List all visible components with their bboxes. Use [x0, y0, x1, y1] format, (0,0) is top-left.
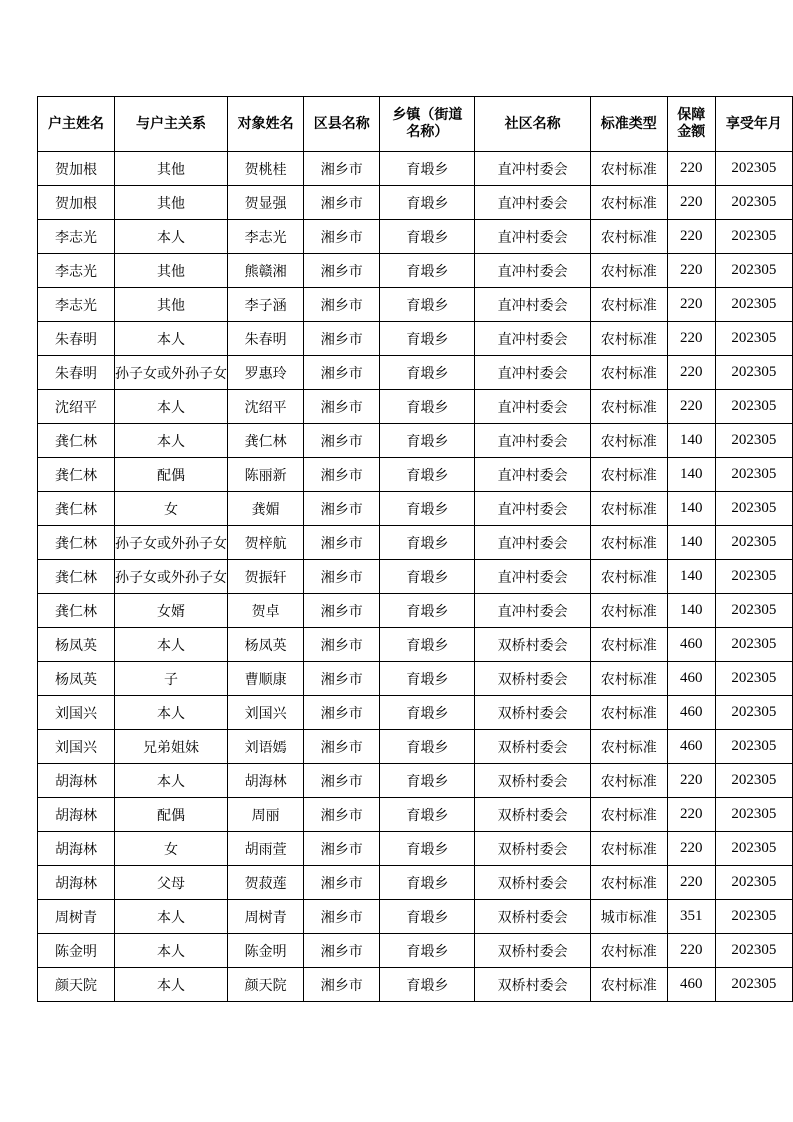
- cell-month: 202305: [715, 764, 792, 798]
- cell-household-head: 陈金明: [38, 934, 115, 968]
- cell-household-head: 龚仁林: [38, 458, 115, 492]
- cell-relationship: 女: [115, 492, 228, 526]
- header-month: 享受年月: [715, 97, 792, 152]
- table-row: [38, 968, 793, 1002]
- cell-county: 湘乡市: [304, 798, 380, 832]
- cell-month: 202305: [715, 934, 792, 968]
- table-row: [38, 934, 793, 968]
- table-row: [38, 186, 793, 220]
- cell-standard-type: 农村标准: [590, 186, 667, 220]
- cell-township: 育塅乡: [380, 186, 475, 220]
- cell-amount: 140: [667, 560, 715, 594]
- cell-community: 双桥村委会: [475, 900, 590, 934]
- cell-month: 202305: [715, 526, 792, 560]
- cell-amount: 460: [667, 730, 715, 764]
- cell-recipient-name: 罗惠玲: [228, 356, 304, 390]
- cell-household-head: 龚仁林: [38, 492, 115, 526]
- cell-county: 湘乡市: [304, 186, 380, 220]
- cell-recipient-name: 杨凤英: [228, 628, 304, 662]
- cell-township: 育塅乡: [380, 322, 475, 356]
- cell-standard-type: 农村标准: [590, 424, 667, 458]
- cell-month: 202305: [715, 900, 792, 934]
- cell-recipient-name: 贺桃桂: [228, 152, 304, 186]
- cell-township: 育塅乡: [380, 560, 475, 594]
- header-township: 乡镇（街道名称）: [380, 97, 475, 152]
- cell-household-head: 朱春明: [38, 356, 115, 390]
- cell-amount: 460: [667, 662, 715, 696]
- header-community: 社区名称: [475, 97, 590, 152]
- cell-standard-type: 农村标准: [590, 832, 667, 866]
- cell-relationship: 其他: [115, 152, 228, 186]
- table-row: [38, 560, 793, 594]
- cell-amount: 460: [667, 628, 715, 662]
- cell-month: 202305: [715, 968, 792, 1002]
- cell-recipient-name: 沈绍平: [228, 390, 304, 424]
- cell-community: 双桥村委会: [475, 934, 590, 968]
- cell-relationship: 兄弟姐妹: [115, 730, 228, 764]
- cell-relationship: 本人: [115, 220, 228, 254]
- cell-household-head: 杨凤英: [38, 662, 115, 696]
- cell-township: 育塅乡: [380, 254, 475, 288]
- cell-month: 202305: [715, 186, 792, 220]
- cell-standard-type: 农村标准: [590, 152, 667, 186]
- cell-household-head: 胡海林: [38, 866, 115, 900]
- cell-relationship: 父母: [115, 866, 228, 900]
- cell-month: 202305: [715, 560, 792, 594]
- cell-amount: 140: [667, 594, 715, 628]
- header-household-head: 户主姓名: [38, 97, 115, 152]
- cell-recipient-name: 颜天院: [228, 968, 304, 1002]
- cell-month: 202305: [715, 220, 792, 254]
- cell-household-head: 刘国兴: [38, 730, 115, 764]
- cell-standard-type: 农村标准: [590, 662, 667, 696]
- cell-community: 直冲村委会: [475, 424, 590, 458]
- cell-county: 湘乡市: [304, 934, 380, 968]
- cell-relationship: 女婿: [115, 594, 228, 628]
- cell-relationship: 本人: [115, 424, 228, 458]
- cell-county: 湘乡市: [304, 458, 380, 492]
- cell-standard-type: 农村标准: [590, 798, 667, 832]
- table-row: [38, 492, 793, 526]
- cell-amount: 220: [667, 322, 715, 356]
- cell-relationship: 孙子女或外孙子女: [115, 526, 228, 560]
- cell-recipient-name: 周丽: [228, 798, 304, 832]
- cell-standard-type: 农村标准: [590, 390, 667, 424]
- table-row: [38, 526, 793, 560]
- cell-household-head: 李志光: [38, 288, 115, 322]
- cell-recipient-name: 朱春明: [228, 322, 304, 356]
- table-row: [38, 628, 793, 662]
- cell-household-head: 龚仁林: [38, 526, 115, 560]
- cell-recipient-name: 刘语嫣: [228, 730, 304, 764]
- cell-township: 育塅乡: [380, 730, 475, 764]
- cell-recipient-name: 陈丽新: [228, 458, 304, 492]
- cell-community: 直冲村委会: [475, 594, 590, 628]
- cell-relationship: 子: [115, 662, 228, 696]
- cell-community: 双桥村委会: [475, 730, 590, 764]
- cell-county: 湘乡市: [304, 254, 380, 288]
- cell-standard-type: 农村标准: [590, 458, 667, 492]
- cell-community: 直冲村委会: [475, 492, 590, 526]
- cell-township: 育塅乡: [380, 152, 475, 186]
- cell-county: 湘乡市: [304, 968, 380, 1002]
- cell-standard-type: 城市标准: [590, 900, 667, 934]
- table-row: [38, 798, 793, 832]
- cell-relationship: 孙子女或外孙子女: [115, 356, 228, 390]
- cell-township: 育塅乡: [380, 696, 475, 730]
- cell-county: 湘乡市: [304, 526, 380, 560]
- cell-recipient-name: 李子涵: [228, 288, 304, 322]
- table-row: [38, 764, 793, 798]
- cell-relationship: 本人: [115, 968, 228, 1002]
- cell-household-head: 李志光: [38, 220, 115, 254]
- cell-recipient-name: 周树青: [228, 900, 304, 934]
- cell-township: 育塅乡: [380, 458, 475, 492]
- table-row: [38, 254, 793, 288]
- cell-amount: 220: [667, 220, 715, 254]
- cell-month: 202305: [715, 594, 792, 628]
- cell-township: 育塅乡: [380, 390, 475, 424]
- cell-standard-type: 农村标准: [590, 492, 667, 526]
- cell-month: 202305: [715, 696, 792, 730]
- cell-recipient-name: 胡雨萱: [228, 832, 304, 866]
- cell-household-head: 龚仁林: [38, 424, 115, 458]
- cell-recipient-name: 胡海林: [228, 764, 304, 798]
- cell-amount: 460: [667, 696, 715, 730]
- cell-relationship: 配偶: [115, 458, 228, 492]
- header-recipient-name: 对象姓名: [228, 97, 304, 152]
- cell-township: 育塅乡: [380, 900, 475, 934]
- cell-community: 直冲村委会: [475, 560, 590, 594]
- cell-community: 直冲村委会: [475, 152, 590, 186]
- table-row: [38, 322, 793, 356]
- cell-relationship: 孙子女或外孙子女: [115, 560, 228, 594]
- cell-household-head: 颜天院: [38, 968, 115, 1002]
- cell-recipient-name: 龚媚: [228, 492, 304, 526]
- cell-county: 湘乡市: [304, 594, 380, 628]
- cell-recipient-name: 熊赣湘: [228, 254, 304, 288]
- cell-township: 育塅乡: [380, 356, 475, 390]
- cell-county: 湘乡市: [304, 900, 380, 934]
- cell-recipient-name: 贺菽莲: [228, 866, 304, 900]
- cell-county: 湘乡市: [304, 866, 380, 900]
- table-row: [38, 900, 793, 934]
- cell-community: 直冲村委会: [475, 322, 590, 356]
- cell-community: 直冲村委会: [475, 390, 590, 424]
- cell-standard-type: 农村标准: [590, 560, 667, 594]
- cell-standard-type: 农村标准: [590, 696, 667, 730]
- cell-county: 湘乡市: [304, 152, 380, 186]
- cell-county: 湘乡市: [304, 832, 380, 866]
- cell-month: 202305: [715, 424, 792, 458]
- table-row: [38, 832, 793, 866]
- cell-household-head: 胡海林: [38, 798, 115, 832]
- cell-amount: 220: [667, 186, 715, 220]
- cell-county: 湘乡市: [304, 220, 380, 254]
- cell-relationship: 本人: [115, 628, 228, 662]
- assistance-table: [37, 96, 793, 1002]
- header-county: 区县名称: [304, 97, 380, 152]
- table-row: [38, 662, 793, 696]
- cell-county: 湘乡市: [304, 390, 380, 424]
- cell-household-head: 贺加根: [38, 186, 115, 220]
- cell-county: 湘乡市: [304, 356, 380, 390]
- cell-amount: 140: [667, 424, 715, 458]
- cell-month: 202305: [715, 866, 792, 900]
- cell-county: 湘乡市: [304, 492, 380, 526]
- cell-recipient-name: 贺梓航: [228, 526, 304, 560]
- cell-community: 双桥村委会: [475, 798, 590, 832]
- cell-community: 直冲村委会: [475, 254, 590, 288]
- cell-amount: 460: [667, 968, 715, 1002]
- cell-month: 202305: [715, 662, 792, 696]
- cell-township: 育塅乡: [380, 832, 475, 866]
- cell-amount: 220: [667, 288, 715, 322]
- cell-standard-type: 农村标准: [590, 288, 667, 322]
- cell-month: 202305: [715, 730, 792, 764]
- cell-community: 双桥村委会: [475, 628, 590, 662]
- cell-township: 育塅乡: [380, 424, 475, 458]
- header-amount: 保障金额: [667, 97, 715, 152]
- cell-community: 双桥村委会: [475, 832, 590, 866]
- cell-standard-type: 农村标准: [590, 220, 667, 254]
- cell-county: 湘乡市: [304, 322, 380, 356]
- cell-household-head: 刘国兴: [38, 696, 115, 730]
- cell-amount: 220: [667, 254, 715, 288]
- cell-month: 202305: [715, 254, 792, 288]
- cell-standard-type: 农村标准: [590, 968, 667, 1002]
- cell-relationship: 其他: [115, 288, 228, 322]
- cell-household-head: 沈绍平: [38, 390, 115, 424]
- cell-recipient-name: 曹顺康: [228, 662, 304, 696]
- cell-month: 202305: [715, 492, 792, 526]
- cell-standard-type: 农村标准: [590, 254, 667, 288]
- cell-month: 202305: [715, 798, 792, 832]
- header-standard-type: 标准类型: [590, 97, 667, 152]
- cell-standard-type: 农村标准: [590, 322, 667, 356]
- cell-standard-type: 农村标准: [590, 730, 667, 764]
- cell-amount: 220: [667, 152, 715, 186]
- table-row: [38, 356, 793, 390]
- cell-recipient-name: 贺振轩: [228, 560, 304, 594]
- cell-month: 202305: [715, 322, 792, 356]
- cell-standard-type: 农村标准: [590, 526, 667, 560]
- cell-amount: 140: [667, 492, 715, 526]
- cell-standard-type: 农村标准: [590, 594, 667, 628]
- cell-county: 湘乡市: [304, 730, 380, 764]
- cell-household-head: 周树青: [38, 900, 115, 934]
- table-row: [38, 152, 793, 186]
- table-row: [38, 288, 793, 322]
- cell-recipient-name: 贺卓: [228, 594, 304, 628]
- cell-relationship: 配偶: [115, 798, 228, 832]
- cell-standard-type: 农村标准: [590, 866, 667, 900]
- cell-amount: 220: [667, 764, 715, 798]
- cell-township: 育塅乡: [380, 492, 475, 526]
- cell-amount: 220: [667, 356, 715, 390]
- cell-community: 直冲村委会: [475, 526, 590, 560]
- cell-amount: 351: [667, 900, 715, 934]
- header-relationship: 与户主关系: [115, 97, 228, 152]
- cell-month: 202305: [715, 288, 792, 322]
- cell-recipient-name: 陈金明: [228, 934, 304, 968]
- cell-relationship: 本人: [115, 322, 228, 356]
- cell-standard-type: 农村标准: [590, 628, 667, 662]
- cell-township: 育塅乡: [380, 934, 475, 968]
- cell-household-head: 贺加根: [38, 152, 115, 186]
- cell-relationship: 其他: [115, 186, 228, 220]
- cell-household-head: 李志光: [38, 254, 115, 288]
- cell-township: 育塅乡: [380, 798, 475, 832]
- cell-standard-type: 农村标准: [590, 764, 667, 798]
- cell-household-head: 龚仁林: [38, 560, 115, 594]
- cell-relationship: 本人: [115, 696, 228, 730]
- cell-community: 双桥村委会: [475, 866, 590, 900]
- cell-relationship: 本人: [115, 764, 228, 798]
- table-row: [38, 424, 793, 458]
- cell-month: 202305: [715, 458, 792, 492]
- cell-township: 育塅乡: [380, 866, 475, 900]
- cell-amount: 220: [667, 390, 715, 424]
- cell-county: 湘乡市: [304, 560, 380, 594]
- table-row: [38, 730, 793, 764]
- cell-recipient-name: 李志光: [228, 220, 304, 254]
- cell-county: 湘乡市: [304, 424, 380, 458]
- cell-township: 育塅乡: [380, 526, 475, 560]
- cell-county: 湘乡市: [304, 764, 380, 798]
- cell-county: 湘乡市: [304, 288, 380, 322]
- cell-amount: 220: [667, 934, 715, 968]
- cell-amount: 220: [667, 798, 715, 832]
- cell-relationship: 本人: [115, 900, 228, 934]
- table-row: [38, 696, 793, 730]
- cell-amount: 220: [667, 866, 715, 900]
- table-row: [38, 458, 793, 492]
- cell-recipient-name: 刘国兴: [228, 696, 304, 730]
- cell-community: 直冲村委会: [475, 458, 590, 492]
- cell-community: 双桥村委会: [475, 696, 590, 730]
- cell-relationship: 本人: [115, 934, 228, 968]
- cell-household-head: 龚仁林: [38, 594, 115, 628]
- cell-township: 育塅乡: [380, 628, 475, 662]
- table-row: [38, 390, 793, 424]
- cell-household-head: 杨凤英: [38, 628, 115, 662]
- cell-household-head: 朱春明: [38, 322, 115, 356]
- cell-township: 育塅乡: [380, 220, 475, 254]
- cell-township: 育塅乡: [380, 288, 475, 322]
- cell-township: 育塅乡: [380, 764, 475, 798]
- cell-community: 直冲村委会: [475, 356, 590, 390]
- cell-amount: 220: [667, 832, 715, 866]
- cell-month: 202305: [715, 832, 792, 866]
- cell-relationship: 本人: [115, 390, 228, 424]
- cell-household-head: 胡海林: [38, 832, 115, 866]
- cell-relationship: 女: [115, 832, 228, 866]
- cell-recipient-name: 龚仁林: [228, 424, 304, 458]
- cell-household-head: 胡海林: [38, 764, 115, 798]
- cell-community: 直冲村委会: [475, 288, 590, 322]
- cell-month: 202305: [715, 356, 792, 390]
- table-row: [38, 220, 793, 254]
- cell-township: 育塅乡: [380, 662, 475, 696]
- header-row: [38, 97, 793, 152]
- table-row: [38, 866, 793, 900]
- cell-community: 双桥村委会: [475, 662, 590, 696]
- cell-recipient-name: 贺显强: [228, 186, 304, 220]
- cell-month: 202305: [715, 628, 792, 662]
- cell-standard-type: 农村标准: [590, 934, 667, 968]
- cell-community: 双桥村委会: [475, 968, 590, 1002]
- cell-amount: 140: [667, 526, 715, 560]
- cell-community: 双桥村委会: [475, 764, 590, 798]
- cell-standard-type: 农村标准: [590, 356, 667, 390]
- cell-county: 湘乡市: [304, 628, 380, 662]
- cell-township: 育塅乡: [380, 594, 475, 628]
- cell-township: 育塅乡: [380, 968, 475, 1002]
- cell-amount: 140: [667, 458, 715, 492]
- table-row: [38, 594, 793, 628]
- cell-month: 202305: [715, 390, 792, 424]
- cell-county: 湘乡市: [304, 696, 380, 730]
- cell-relationship: 其他: [115, 254, 228, 288]
- cell-community: 直冲村委会: [475, 220, 590, 254]
- cell-community: 直冲村委会: [475, 186, 590, 220]
- cell-month: 202305: [715, 152, 792, 186]
- cell-county: 湘乡市: [304, 662, 380, 696]
